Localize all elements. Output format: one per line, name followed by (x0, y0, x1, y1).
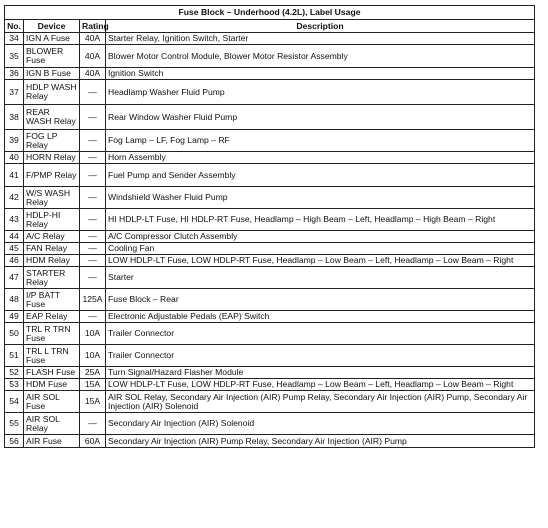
row-device: AIR Fuse (24, 435, 80, 448)
table-row (5, 367, 535, 379)
row-description: Starter Relay, Ignition Switch, Starter (106, 33, 535, 45)
table-row (5, 164, 535, 187)
row-rating: 25A (80, 367, 106, 379)
row-description: Fog Lamp – LF, Fog Lamp – RF (106, 130, 535, 152)
row-device: AIR SOL Relay (24, 413, 80, 435)
row-number: 56 (5, 435, 24, 448)
row-device: REAR WASH Relay (24, 105, 80, 130)
row-number: 46 (5, 255, 24, 267)
row-number: 40 (5, 152, 24, 164)
row-device: EAP Relay (24, 311, 80, 323)
row-rating: — (80, 130, 106, 152)
row-number: 52 (5, 367, 24, 379)
row-number: 34 (5, 33, 24, 45)
row-device: TRL R TRN Fuse (24, 323, 80, 345)
table-row (5, 187, 535, 209)
row-rating: 40A (80, 45, 106, 68)
row-description: Windshield Washer Fluid Pump (106, 187, 535, 209)
row-description: Starter (106, 267, 535, 289)
row-description: Turn Signal/Hazard Flasher Module (106, 367, 535, 379)
row-description: Fuse Block – Rear (106, 289, 535, 311)
row-number: 50 (5, 323, 24, 345)
table-body (5, 33, 535, 448)
row-number: 35 (5, 45, 24, 68)
row-description: Secondary Air Injection (AIR) Solenoid (106, 413, 535, 435)
row-number: 43 (5, 209, 24, 231)
table-row (5, 435, 535, 448)
table-row (5, 311, 535, 323)
table-title: Fuse Block – Underhood (4.2L), Label Usage (5, 6, 535, 20)
row-rating: 15A (80, 391, 106, 413)
row-description: Headlamp Washer Fluid Pump (106, 80, 535, 105)
row-rating: — (80, 243, 106, 255)
table-row (5, 323, 535, 345)
table-row (5, 255, 535, 267)
table-row (5, 105, 535, 130)
row-rating: 10A (80, 345, 106, 367)
table-row (5, 391, 535, 413)
row-device: W/S WASH Relay (24, 187, 80, 209)
row-rating: — (80, 187, 106, 209)
header-no: No. (5, 20, 24, 33)
row-rating: 40A (80, 33, 106, 45)
row-number: 44 (5, 231, 24, 243)
row-device: BLOWER Fuse (24, 45, 80, 68)
row-rating: 40A (80, 68, 106, 80)
row-rating: — (80, 209, 106, 231)
row-device: HDM Relay (24, 255, 80, 267)
row-rating: — (80, 413, 106, 435)
row-description: Cooling Fan (106, 243, 535, 255)
row-description: Ignition Switch (106, 68, 535, 80)
row-number: 54 (5, 391, 24, 413)
header-description: Description (106, 20, 535, 33)
table-row (5, 130, 535, 152)
row-description: HI HDLP-LT Fuse, HI HDLP-RT Fuse, Headlamp – High Beam – Left, Headlamp – High Beam – Right (106, 209, 535, 231)
row-device: STARTER Relay (24, 267, 80, 289)
row-number: 49 (5, 311, 24, 323)
row-device: TRL L TRN Fuse (24, 345, 80, 367)
row-rating: — (80, 231, 106, 243)
table-row (5, 33, 535, 45)
table-row (5, 68, 535, 80)
row-description: Fuel Pump and Sender Assembly (106, 164, 535, 187)
row-device: HDLP-HI Relay (24, 209, 80, 231)
row-number: 47 (5, 267, 24, 289)
row-number: 41 (5, 164, 24, 187)
row-number: 38 (5, 105, 24, 130)
row-rating: — (80, 267, 106, 289)
row-device: HORN Relay (24, 152, 80, 164)
row-device: AIR SOL Fuse (24, 391, 80, 413)
table-row (5, 231, 535, 243)
row-description: A/C Compressor Clutch Assembly (106, 231, 535, 243)
row-rating: 15A (80, 379, 106, 391)
row-number: 51 (5, 345, 24, 367)
table-row (5, 379, 535, 391)
row-number: 48 (5, 289, 24, 311)
header-rating: Rating (80, 20, 106, 33)
row-number: 53 (5, 379, 24, 391)
row-device: IGN A Fuse (24, 33, 80, 45)
row-description: Electronic Adjustable Pedals (EAP) Switch (106, 311, 535, 323)
row-rating: — (80, 311, 106, 323)
row-description: Horn Assembly (106, 152, 535, 164)
row-device: FOG LP Relay (24, 130, 80, 152)
row-device: A/C Relay (24, 231, 80, 243)
row-device: I/P BATT Fuse (24, 289, 80, 311)
row-number: 37 (5, 80, 24, 105)
row-device: FAN Relay (24, 243, 80, 255)
row-device: HDM Fuse (24, 379, 80, 391)
header-device: Device (24, 20, 80, 33)
row-rating: 125A (80, 289, 106, 311)
row-description: Trailer Connector (106, 345, 535, 367)
row-device: F/PMP Relay (24, 164, 80, 187)
table-row (5, 80, 535, 105)
table-row (5, 267, 535, 289)
table-row (5, 413, 535, 435)
row-rating: 60A (80, 435, 106, 448)
table-row (5, 289, 535, 311)
row-description: Secondary Air Injection (AIR) Pump Relay, Secondary Air Injection (AIR) Pump (106, 435, 535, 448)
row-description: Trailer Connector (106, 323, 535, 345)
table-row (5, 345, 535, 367)
row-number: 39 (5, 130, 24, 152)
row-number: 55 (5, 413, 24, 435)
row-description: Blower Motor Control Module, Blower Motor Resistor Assembly (106, 45, 535, 68)
table-row (5, 152, 535, 164)
row-description: LOW HDLP-LT Fuse, LOW HDLP-RT Fuse, Headlamp – Low Beam – Left, Headlamp – Low Beam – Right (106, 379, 535, 391)
row-description: LOW HDLP-LT Fuse, LOW HDLP-RT Fuse, Headlamp – Low Beam – Left, Headlamp – Low Beam – Right (106, 255, 535, 267)
row-rating: — (80, 152, 106, 164)
fuse-table-container (4, 5, 534, 448)
row-device: HDLP WASH Relay (24, 80, 80, 105)
row-number: 36 (5, 68, 24, 80)
row-device: IGN B Fuse (24, 68, 80, 80)
row-description: AIR SOL Relay, Secondary Air Injection (AIR) Pump Relay, Secondary Air Injection (AIR) Pump, Secondary Air Injection (AIR) Solenoid (106, 391, 535, 413)
row-number: 42 (5, 187, 24, 209)
row-rating: — (80, 80, 106, 105)
table-row (5, 209, 535, 231)
row-rating: 10A (80, 323, 106, 345)
row-description: Rear Window Washer Fluid Pump (106, 105, 535, 130)
table-row (5, 243, 535, 255)
row-rating: — (80, 255, 106, 267)
fuse-label-table (4, 5, 535, 448)
row-rating: — (80, 105, 106, 130)
row-device: FLASH Fuse (24, 367, 80, 379)
table-row (5, 45, 535, 68)
row-number: 45 (5, 243, 24, 255)
row-rating: — (80, 164, 106, 187)
